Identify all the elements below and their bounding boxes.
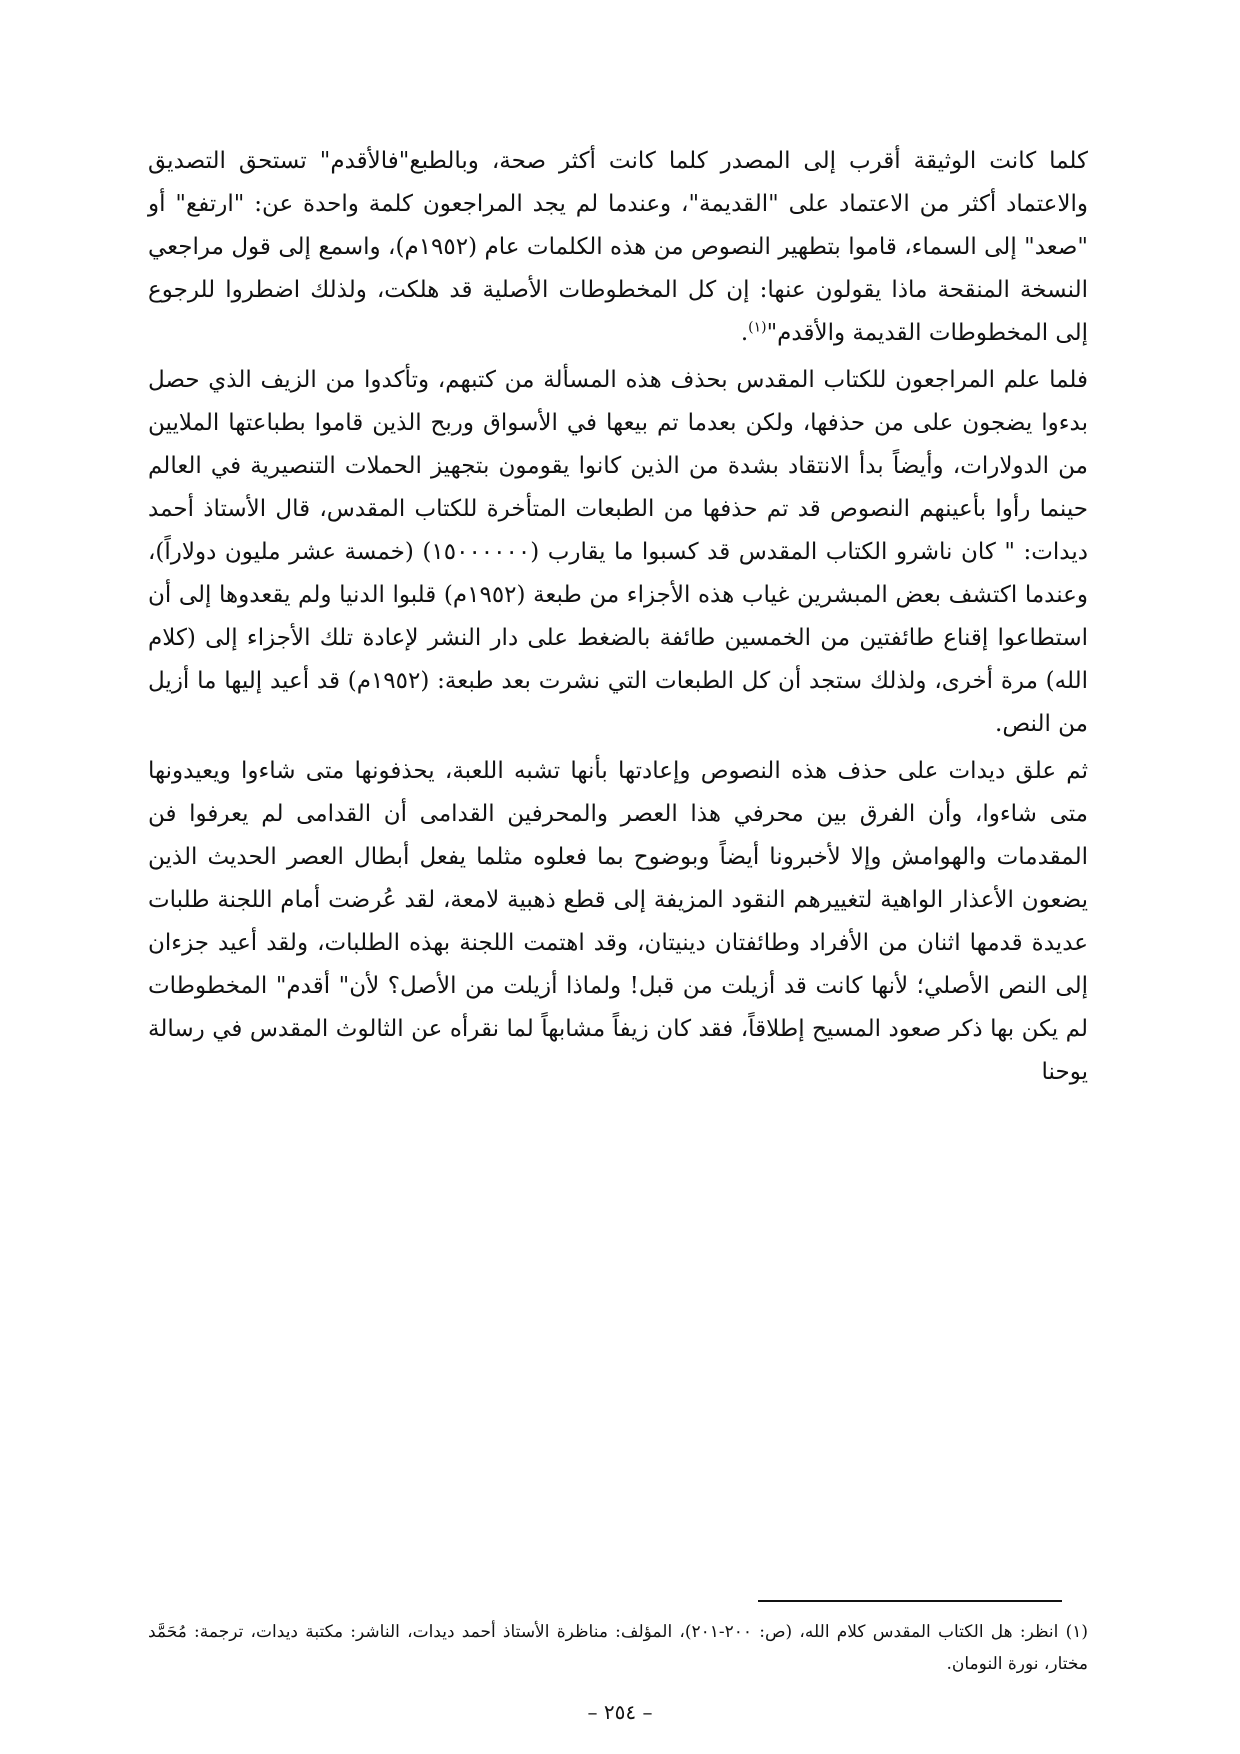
page-number: – ٢٥٤ – (587, 1700, 653, 1724)
paragraph-2: فلما علم المراجعون للكتاب المقدس بحذف هذه المسألة من كتبهم، وتأكدوا من الزيف الذي حصل بدءوا يضجون على من حذفها، ولكن بعدما تم بيعها في الأسواق وربح الذين قاموا بطباعتها الملايين من الدولارات، وأيضاً بدأ الانتقاد بشدة من الذين كانوا يقومون بتجهيز الحملات التنصيرية في العالم حينما رأوا بأعينهم النصوص قد تم حذفها من الطبعات المتأخرة للكتاب المقدس، قال الأستاذ أحمد ديدات: " كان ناشرو الكتاب المقدس قد كسبوا ما يقارب (١٥٠٠٠٠٠٠) (خمسة عشر مليون دولاراً)، وعندما اكتشف بعض المبشرين غياب هذه الأجزاء من طبعة (١٩٥٢م) قلبوا الدنيا ولم يقعدوها إلى أن استطاعوا إقناع طائفتين من الخمسين طائفة بالضغط على دار النشر لإعادة تلك الأجزاء إلى (كلام الله) مرة أخرى، ولذلك ستجد أن كل الطبعات التي نشرت بعد طبعة: (١٩٥٢م) قد أعيد إليها ما أزيل من النص. (148, 367, 1089, 737)
paragraph-1-end: . (740, 320, 749, 346)
footnote-reference[interactable]: (١) (748, 319, 767, 336)
body-text (148, 140, 1088, 1098)
footnote: (١) انظر: هل الكتاب المقدس كلام الله، (ص: ٢٠٠-٢٠١)، المؤلف: مناظرة الأستاذ أحمد ديدات، الناشر: مكتبة ديدات، ترجمة: مُحَمَّد مختار، نورة النومان. (148, 1622, 1088, 1674)
paragraph-1-text: كلما كانت الوثيقة أقرب إلى المصدر كلما كانت أكثر صحة، وبالطبع"فالأقدم" تستحق التصديق والاعتماد أكثر من الاعتماد على "القديمة"، وعندما لم يجد المراجعون كلمة واحدة عن: "ارتفع" أو "صعد" إلى السماء، قاموا بتطهير النصوص من هذه الكلمات عام (١٩٥٢م)، واسمع إلى قول مراجعي النسخة المنقحة ماذا يقولون عنها: إن كل المخطوطات الأصلية قد هلكت، ولذلك اضطروا للرجوع إلى المخطوطات القديمة والأقدم" (148, 148, 1088, 346)
paragraph-1 (148, 140, 1088, 355)
paragraph-3: ثم علق ديدات على حذف هذه النصوص وإعادتها بأنها تشبه اللعبة، يحذفونها متى شاءوا ويعيدونها متى شاءوا، وأن الفرق بين محرفي هذا العصر والمحرفين القدامى أن القدامى لم يعرفوا فن المقدمات والهوامش وإلا لأخبرونا أيضاً وبوضوح بما فعلوه مثلما يفعل أبطال العصر الحديث الذين يضعون الأعذار الواهية لتغييرهم النقود المزيفة إلى قطع ذهبية لامعة، لقد عُرضت أمام اللجنة طلبات عديدة قدمها اثنان من الأفراد وطائفتان دينيتان، وقد اهتمت اللجنة بهذه الطلبات، ولقد أعيد جزءان إلى النص الأصلي؛ لأنها كانت قد أزيلت من قبل! ولماذا أزيلت من الأصل؟ لأن" أقدم" المخطوطات لم يكن بها ذكر صعود المسيح إطلاقاً، فقد كان زيفاً مشابهاً لما نقرأه عن الثالوث المقدس في رسالة يوحنا (148, 758, 1088, 1085)
footnote-divider (758, 1600, 1062, 1602)
